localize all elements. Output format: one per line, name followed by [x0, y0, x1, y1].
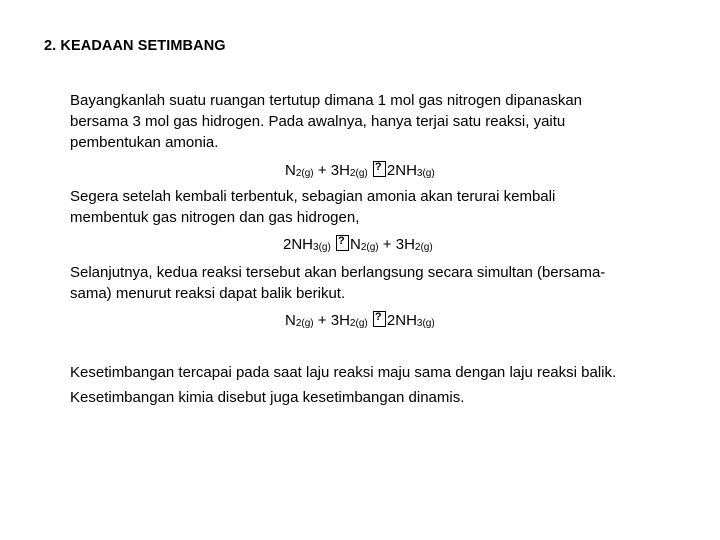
equation-reversible [285, 311, 435, 329]
reactant-nitrogen: N [285, 162, 296, 179]
subscript: 2(g) [295, 168, 314, 179]
section-heading: 2. KEADAAN SETIMBANG [44, 38, 226, 54]
subscript: 3(g) [416, 318, 435, 329]
product-ammonia: 2NH [386, 162, 417, 179]
equilibrium-arrow-icon [336, 235, 349, 251]
paragraph-decomposition [70, 186, 670, 228]
reactant-ammonia: 2NH [283, 236, 314, 253]
subscript: 2(g) [295, 318, 314, 329]
reactant-hydrogen: + 3H [317, 162, 350, 179]
text-line: Selanjutnya, kedua reaksi tersebut akan berlangsung secara simultan (bersama- [70, 264, 606, 281]
reactant-hydrogen: + 3H [317, 312, 350, 329]
paragraph-conclusion [70, 360, 670, 410]
text-line: bersama 3 mol gas hidrogen. Pada awalnya, hanya terjai satu reaksi, yaitu [70, 113, 566, 130]
subscript: 2(g) [349, 168, 368, 179]
equation-reverse [283, 235, 433, 253]
equilibrium-arrow-icon [373, 311, 386, 327]
product-nitrogen: N [349, 236, 361, 253]
subscript: 3(g) [313, 242, 331, 253]
text-line: pembentukan amonia. [70, 134, 219, 151]
equilibrium-arrow-icon [373, 161, 386, 177]
text-line: Segera setelah kembali terbentuk, sebagian amonia akan terurai kembali [70, 188, 556, 205]
text-line: sama) menurut reaksi dapat balik berikut. [70, 285, 346, 302]
subscript: 2(g) [414, 242, 433, 253]
reactant-nitrogen: N [285, 312, 296, 329]
subscript: 2(g) [349, 318, 368, 329]
text-line: Kesetimbangan kimia disebut juga kesetimbangan dinamis. [70, 389, 465, 406]
product-hydrogen: + 3H [382, 236, 415, 253]
subscript: 2(g) [360, 242, 379, 253]
subscript: 3(g) [416, 168, 435, 179]
paragraph-intro [70, 90, 670, 153]
text-line: membentuk gas nitrogen dan gas hidrogen, [70, 209, 360, 226]
paragraph-simultaneous [70, 262, 670, 304]
equation-forward [285, 161, 435, 179]
text-line: Bayangkanlah suatu ruangan tertutup dimana 1 mol gas nitrogen dipanaskan [70, 92, 583, 109]
product-ammonia: 2NH [386, 312, 417, 329]
text-line: Kesetimbangan tercapai pada saat laju reaksi maju sama dengan laju reaksi balik. [70, 364, 617, 381]
